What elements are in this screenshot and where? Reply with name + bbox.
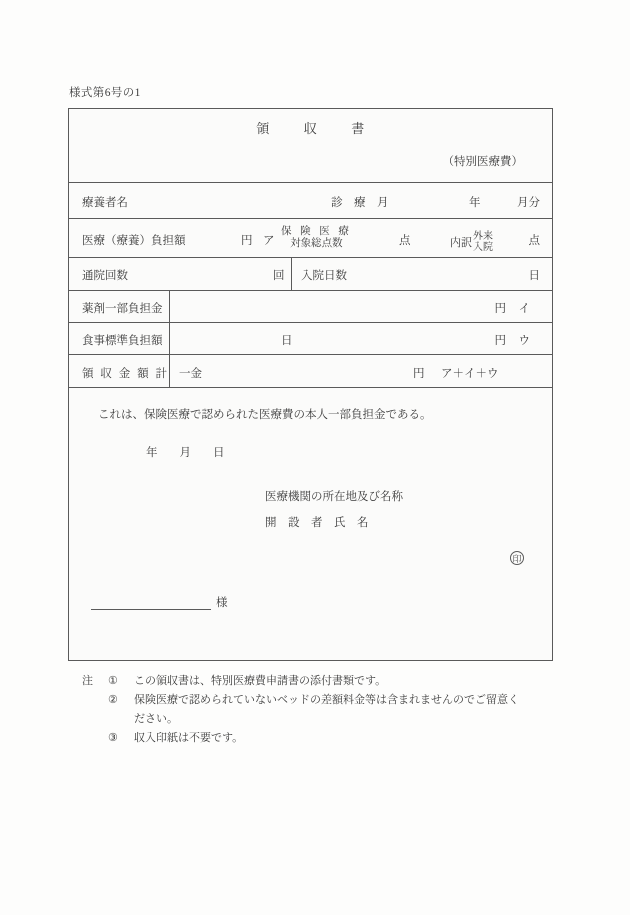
title-subtitle: （特別医療費） <box>442 156 523 168</box>
footnote-text-2-continuation: ださい。 <box>134 713 178 725</box>
meal-fee-currency-unit: 円 <box>494 335 506 347</box>
footnote-item-2 <box>82 691 582 710</box>
footnote-item-1 <box>82 672 582 691</box>
meal-fee-row <box>69 323 552 355</box>
title-char-3: 書 <box>351 121 365 136</box>
outpatient-visits-label: 通院回数 <box>82 270 128 282</box>
footnote-text-1: この領収書は、特別医療費申請書の添付書類です。 <box>134 675 387 687</box>
treatment-month-label: 診 療 月 <box>331 197 389 209</box>
medical-fee-label: 医療（療養）負担額 <box>82 235 186 247</box>
meal-row-divider <box>169 323 170 354</box>
issue-date-month-label: 月 <box>179 447 191 459</box>
breakdown-group <box>450 231 493 253</box>
patient-row <box>69 183 552 219</box>
total-currency-unit: 円 <box>413 368 425 380</box>
insurance-points-unit: 点 <box>399 235 411 247</box>
form-number: 様式第6号の1 <box>69 87 141 99</box>
meal-fee-marker-u: ウ <box>518 335 530 347</box>
seal-icon: 印 <box>510 551 524 565</box>
breakdown-outpatient-label: 外来 <box>473 231 493 242</box>
medical-fee-currency-unit: 円 <box>241 235 253 247</box>
visits-row-divider <box>291 258 292 290</box>
document-title <box>69 118 552 137</box>
body-area <box>69 388 552 660</box>
insurance-points-label-line2: 対象総点数 <box>290 238 343 249</box>
footnote-text-2: 保険医療で認められていないベッドの差額料金等は含まれませんのでご留意く <box>134 694 519 706</box>
receipt-table <box>68 108 553 661</box>
title-char-2: 収 <box>303 121 318 136</box>
breakdown-label: 内訳 <box>450 237 472 249</box>
insurance-points-label <box>281 226 352 250</box>
insurance-points-label-line1: 保 険 医 療 <box>281 226 352 237</box>
total-amount-prefix: 一金 <box>179 368 202 380</box>
recipient-signature-line <box>91 594 228 610</box>
breakdown-inpatient-label: 入院 <box>473 242 493 253</box>
institution-address-label: 医療機関の所在地及び名称 <box>265 491 403 503</box>
breakdown-points-unit: 点 <box>528 235 540 247</box>
outpatient-visits-unit: 回 <box>273 270 285 282</box>
footnote-text-3: 収入印紙は不要です。 <box>134 732 244 744</box>
founder-name-label: 開 設 者 氏 名 <box>265 517 369 529</box>
meal-days-unit: 日 <box>281 335 293 347</box>
issue-date-line <box>124 444 225 460</box>
visits-row <box>69 258 552 291</box>
drug-fee-row <box>69 291 552 323</box>
institution-block <box>265 484 403 536</box>
patient-name-label: 療養者名 <box>82 197 128 209</box>
total-row <box>69 355 552 388</box>
inpatient-days-unit: 日 <box>528 270 540 282</box>
year-unit-label: 年 <box>469 197 481 209</box>
drug-row-divider <box>169 291 170 322</box>
medical-fee-row <box>69 219 552 258</box>
total-label: 領 収 金 額 計 <box>82 368 169 380</box>
recipient-suffix-label: 様 <box>216 597 228 609</box>
drug-fee-marker-i: イ <box>518 303 530 315</box>
body-statement: これは、保険医療で認められた医療費の本人一部負担金である。 <box>98 409 432 421</box>
title-row <box>69 109 552 183</box>
recipient-name-blank[interactable] <box>91 594 211 610</box>
footnotes <box>82 672 582 748</box>
footnote-number-3: ③ <box>108 732 118 744</box>
inpatient-days-label: 入院日数 <box>301 270 347 282</box>
issue-date-day-label: 日 <box>213 447 225 459</box>
total-formula: ア＋イ＋ウ <box>441 368 499 380</box>
footnote-number-1: ① <box>108 675 118 687</box>
title-char-1: 領 <box>256 121 270 136</box>
medical-fee-marker-a: ア <box>263 235 275 247</box>
total-row-divider <box>169 355 170 387</box>
drug-fee-currency-unit: 円 <box>494 303 506 315</box>
issue-date-year-label: 年 <box>146 447 158 459</box>
month-unit-label: 月分 <box>517 197 540 209</box>
drug-fee-label: 薬剤一部負担金 <box>82 303 163 315</box>
meal-fee-label: 食事標準負担額 <box>82 335 163 347</box>
footnotes-header: 注 <box>82 675 93 687</box>
footnote-number-2: ② <box>108 694 118 706</box>
footnote-item-3 <box>82 729 582 748</box>
